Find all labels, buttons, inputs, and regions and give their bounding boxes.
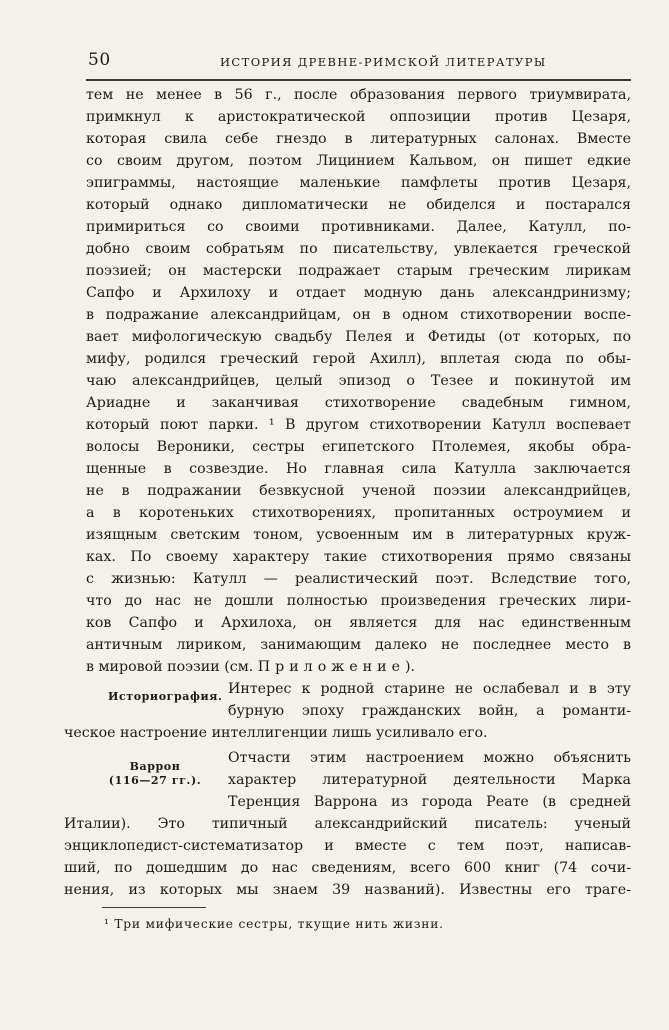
text-line: изящным светским тоном, усвоенным им в литературных круж- (86, 527, 631, 543)
text-line: добно своим собратьям по писательству, увлекается греческой (86, 241, 631, 257)
text-line: вает мифологическую свадьбу Пелея и Фетиды (от которых, по (86, 329, 631, 345)
margin-note-varro (100, 760, 210, 788)
text-line: поэзией; он мастерски подражает старым греческим лирикам (86, 263, 631, 279)
text-line: чаю александрийцев, целый эпизод о Тезее и покинутой им (86, 373, 631, 389)
text-line: бурную эпоху гражданских войн, а романти- (228, 703, 631, 719)
text-line: нения, из которых мы знаем 39 названий). Известны его траге- (64, 882, 631, 898)
text-line: Интерес к родной старине не ослабевал и в эту (228, 681, 631, 697)
text-line: античным лириком, занимающим далеко не последнее место в (86, 637, 631, 653)
text-line: ков Сапфо и Архилоха, он является для нас единственным (86, 615, 631, 631)
running-title: ИСТОРИЯ ДРЕВНЕ-РИМСКОЙ ЛИТЕРАТУРЫ (220, 55, 547, 69)
text-line: Отчасти этим настроением можно объяснить (228, 750, 631, 766)
text-line: ческое настроение интеллигенции лишь усиливало его. (64, 725, 488, 741)
text-line (86, 656, 631, 678)
text-line: мифу, родился греческий герой Ахилл), вплетая сюда по обы- (86, 351, 631, 367)
text-line-end: ). (405, 659, 416, 675)
text-line: в подражание александрийцам, он в одном стихотворении воспе- (86, 307, 631, 323)
text-line: ший, по дошедшим до нас сведениям, всего 600 книг (74 сочи- (64, 860, 631, 876)
margin-note-varro-name: Варрон (129, 760, 181, 773)
footnote: ¹ Три мифические сестры, ткущие нить жизни. (104, 917, 444, 931)
text-line: с жизнью: Катулл — реалистический поэт. Вследствие того, (86, 571, 631, 587)
text-line: который однако дипломатически не обиделся и постарался (86, 197, 631, 213)
text-line: Сапфо и Архилоху и отдает модную дань александринизму; (86, 285, 631, 301)
text-line: энциклопедист-систематизатор и вместе с тем поэт, написав- (64, 838, 631, 854)
text-line: который поют парки. ¹ В другом стихотворении Катулл воспевает (86, 417, 631, 433)
text-line: примириться со своими противниками. Далее, Катулл, по- (86, 219, 631, 235)
text-line: что до нас не дошли полностью произведения греческих лири- (86, 593, 631, 609)
text-line: характер литературной деятельности Марка (228, 772, 631, 788)
text-line: не в подражании безвкусной ученой поэзии александрийцев, (86, 483, 631, 499)
header-rule (86, 79, 631, 81)
text-line: которая свила себе гнездо в литературных салонах. Вместе (86, 131, 631, 147)
text-line: Теренция Варрона из города Реате (в средней (228, 794, 631, 810)
text-line: Ариадне и заканчивая стихотворение свадебным гимном, (86, 395, 631, 411)
margin-note-varro-dates: (116—27 гг.). (108, 774, 202, 787)
spaced-word: Приложение (257, 659, 405, 675)
text-line: Италии). Это типичный александрийский писатель: ученый (64, 816, 631, 832)
text-line: щенные в созвездие. Но главная сила Катулла заключается (86, 461, 631, 477)
footnote-rule (102, 907, 206, 908)
text-line: эпиграммы, настоящие маленькие памфлеты против Цезаря, (86, 175, 631, 191)
text-line: примкнул к аристократической оппозиции против Цезаря, (86, 109, 631, 125)
text-line: со своим другом, поэтом Лицинием Кальвом, он пишет едкие (86, 153, 631, 169)
text-line-start: в мировой поэзии (см. (86, 659, 254, 675)
text-line: ках. По своему характеру такие стихотворения прямо связаны (86, 549, 631, 565)
text-line: а в коротеньких стихотворениях, пропитанных остроумием и (86, 505, 631, 521)
text-line: волосы Вероники, сестры египетского Птолемея, якобы обра- (86, 439, 631, 455)
page-number: 50 (88, 50, 111, 70)
text-line: тем не менее в 56 г., после образования первого триумвирата, (86, 87, 631, 103)
margin-note-historiography: Историография. (108, 690, 223, 703)
